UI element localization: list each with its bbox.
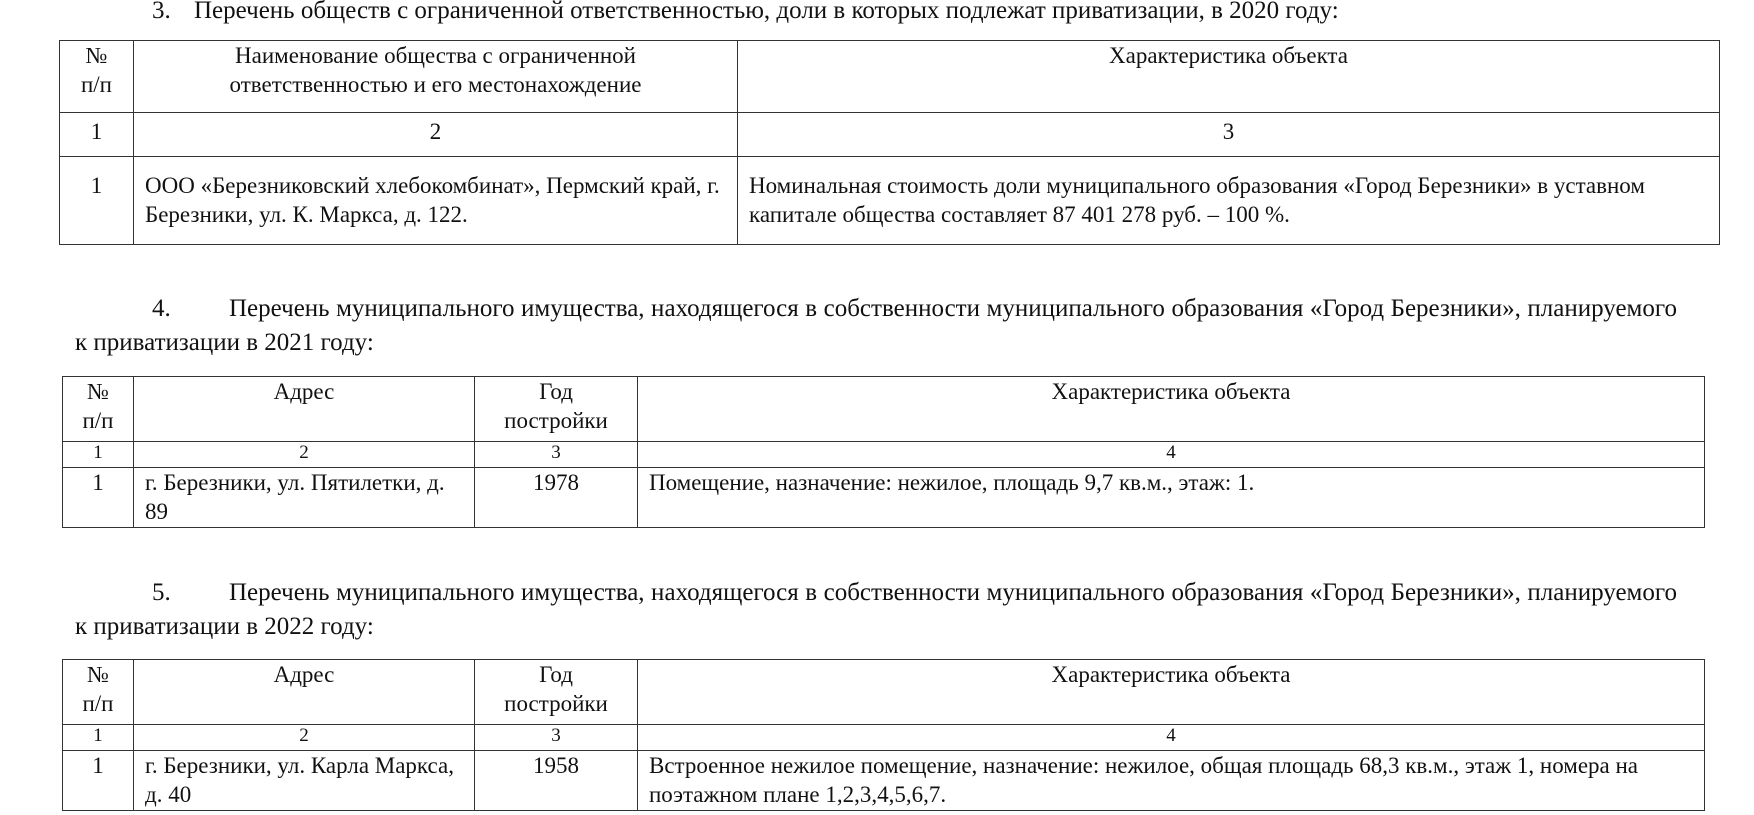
header-cell-characteristic: Характеристика объекта [638, 377, 1705, 442]
row-number-cell: 1 [63, 751, 134, 811]
section-3-number: 3. [152, 0, 171, 24]
header-cell-year: Год постройки [475, 377, 638, 442]
table-header-row [63, 377, 1705, 442]
row-number-cell: 1 [63, 468, 134, 528]
header-cell-address: Адрес [134, 377, 475, 442]
table-index-row [60, 113, 1720, 157]
index-cell: 3 [475, 442, 638, 468]
address-cell: г. Березники, ул. Пятилетки, д. 89 [134, 468, 475, 528]
characteristic-cell: Помещение, назначение: нежилое, площадь 9,7 кв.м., этаж: 1. [638, 468, 1705, 528]
index-cell: 3 [475, 725, 638, 751]
address-cell: г. Березники, ул. Карла Маркса, д. 40 [134, 751, 475, 811]
section-4-table [62, 376, 1705, 528]
index-cell: 2 [134, 113, 738, 157]
index-cell: 1 [63, 725, 134, 751]
characteristic-cell: Номинальная стоимость доли муниципального образования «Город Березники» в уставном капитале общества составляет 87 401 278 руб. – 100 %. [738, 157, 1720, 245]
index-cell: 3 [738, 113, 1720, 157]
table-index-row [63, 442, 1705, 468]
year-cell: 1958 [475, 751, 638, 811]
table-row [63, 751, 1705, 811]
table-row [63, 468, 1705, 528]
section-5-title: Перечень муниципального имущества, находящегося в собственности муниципального образования «Город Березники», планируемого к приватизации в 2022 году: [75, 579, 1677, 640]
section-5-heading [75, 576, 1677, 644]
header-cell-company: Наименование общества с ограниченной ответственностью и его местонахождение [134, 41, 738, 113]
header-cell-number: № п/п [60, 41, 134, 113]
index-cell: 2 [134, 442, 475, 468]
index-cell: 4 [638, 442, 1705, 468]
section-3-table [59, 40, 1720, 245]
section-4-title: Перечень муниципального имущества, находящегося в собственности муниципального образования «Город Березники», планируемого к приватизации в 2021 году: [75, 295, 1677, 356]
table-header-row [60, 41, 1720, 113]
table-index-row [63, 725, 1705, 751]
index-cell: 4 [638, 725, 1705, 751]
table-row [60, 157, 1720, 245]
section-5-table [62, 659, 1705, 811]
index-cell: 1 [60, 113, 134, 157]
header-cell-address: Адрес [134, 660, 475, 725]
section-3-title: Перечень обществ с ограниченной ответственностью, доли в которых подлежат приватизации, в 2020 году: [194, 0, 1339, 24]
section-4-number: 4. [152, 295, 171, 322]
index-cell: 2 [134, 725, 475, 751]
section-4-heading [75, 292, 1677, 360]
table-header-row [63, 660, 1705, 725]
index-cell: 1 [63, 442, 134, 468]
characteristic-cell: Встроенное нежилое помещение, назначение: нежилое, общая площадь 68,3 кв.м., этаж 1, номера на поэтажном плане 1,2,3,4,5,6,7. [638, 751, 1705, 811]
header-cell-number: № п/п [63, 660, 134, 725]
header-cell-number: № п/п [63, 377, 134, 442]
company-cell: ООО «Березниковский хлебокомбинат», Пермский край, г. Березники, ул. К. Маркса, д. 122. [134, 157, 738, 245]
section-3-heading [152, 0, 1339, 28]
section-5-number: 5. [152, 579, 171, 606]
row-number-cell: 1 [60, 157, 134, 245]
header-cell-year: Год постройки [475, 660, 638, 725]
header-cell-characteristic: Характеристика объекта [738, 41, 1720, 113]
year-cell: 1978 [475, 468, 638, 528]
header-cell-characteristic: Характеристика объекта [638, 660, 1705, 725]
